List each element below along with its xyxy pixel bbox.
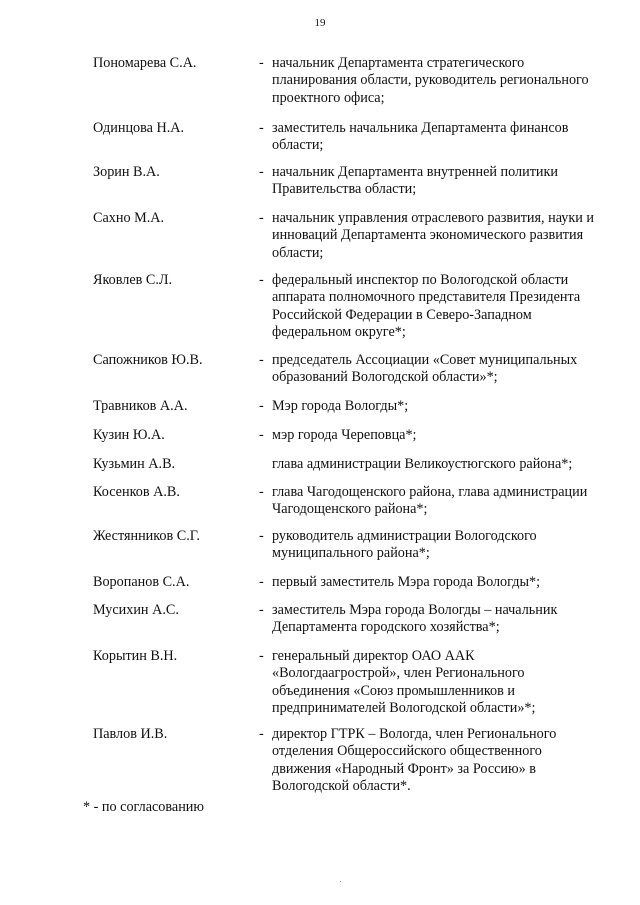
member-role — [272, 352, 622, 387]
member-role — [272, 602, 622, 637]
member-dash: - — [259, 210, 264, 226]
member-role — [272, 528, 622, 563]
footnote: * - по согласованию — [83, 799, 204, 815]
member-name: Пономарева С.А. — [93, 55, 197, 71]
member-name: Зорин В.А. — [93, 164, 160, 180]
member-dash: - — [259, 164, 264, 180]
member-dash: - — [259, 528, 264, 544]
member-name: Косенков А.В. — [93, 484, 180, 500]
member-role — [272, 272, 622, 342]
member-role-line: заместитель Мэра города Вологды – начальник — [272, 602, 558, 618]
member-dash: - — [259, 484, 264, 500]
member-dash: - — [259, 648, 264, 664]
member-role-line: глава Чагодощенского района, глава администрации — [272, 484, 588, 500]
member-role-line: Департамента городского хозяйства*; — [272, 619, 500, 636]
member-dash: - — [259, 272, 264, 288]
member-role-line: Чагодощенского района*; — [272, 501, 428, 518]
member-name: Одинцова Н.А. — [93, 120, 185, 136]
member-role — [272, 456, 622, 473]
member-dash: - — [259, 726, 264, 742]
member-role-line: предпринимателей Вологодской области»*; — [272, 700, 536, 717]
member-role-line: проектного офиса; — [272, 89, 385, 106]
member-dash: - — [259, 602, 264, 618]
member-role-line: Вологодской области*. — [272, 778, 411, 795]
member-role-line: аппарата полномочного представителя Президента — [272, 289, 581, 306]
member-dash: - — [259, 120, 264, 136]
member-role-line: первый заместитель Мэра города Вологды*; — [272, 574, 541, 590]
member-role — [272, 398, 622, 415]
member-dash: - — [259, 398, 264, 414]
member-dash: - — [259, 55, 264, 71]
member-dash: - — [259, 574, 264, 590]
member-role-line: Российской Федерации в Северо-Западном — [272, 306, 532, 323]
member-role — [272, 55, 622, 107]
member-role — [272, 120, 622, 155]
member-name: Сапожников Ю.В. — [93, 352, 203, 368]
member-name: Кузин Ю.А. — [93, 427, 165, 443]
member-role-line: начальник Департамента внутренней политики — [272, 164, 558, 180]
page-number: 19 — [314, 17, 326, 29]
member-role — [272, 574, 622, 591]
member-role-line: федеральный инспектор по Вологодской области — [272, 272, 569, 288]
member-role-line: образований Вологодской области»*; — [272, 369, 498, 386]
member-role-line: инноваций Департамента экономического развития — [272, 227, 584, 244]
member-role — [272, 164, 622, 199]
member-role-line: глава администрации Великоустюгского района*; — [272, 456, 573, 472]
member-dash: - — [259, 352, 264, 368]
member-role-line: объединения «Союз промышленников и — [272, 682, 515, 699]
member-name: Травников А.А. — [93, 398, 188, 414]
member-role-line: отделения Общероссийского общественного — [272, 743, 542, 760]
member-role-line: планирования области, руководитель регионального — [272, 72, 589, 89]
member-name: Павлов И.В. — [93, 726, 168, 742]
member-role-line: мэр города Череповца*; — [272, 427, 417, 443]
member-role-line: Мэр города Вологды*; — [272, 398, 409, 414]
member-role-line: начальник управления отраслевого развития, науки и — [272, 210, 595, 226]
member-role-line: «Вологдаагрострой», член Регионального — [272, 665, 525, 682]
member-role-line: муниципального района*; — [272, 545, 430, 562]
member-role — [272, 726, 622, 796]
member-role-line: директор ГТРК – Вологда, член Регионального — [272, 726, 557, 742]
member-role-line: движения «Народный Фронт» за Россию» в — [272, 760, 536, 777]
member-name: Воропанов С.А. — [93, 574, 190, 590]
member-role-line: генеральный директор ОАО ААК — [272, 648, 475, 664]
member-name: Сахно М.А. — [93, 210, 165, 226]
member-name: Яковлев С.Л. — [93, 272, 173, 288]
member-role — [272, 210, 622, 262]
member-role-line: руководитель администрации Вологодского — [272, 528, 537, 544]
member-name: Мусихин А.С. — [93, 602, 179, 618]
scan-speck — [340, 881, 341, 882]
member-role-line: Правительства области; — [272, 181, 417, 198]
member-name: Корытин В.Н. — [93, 648, 178, 664]
member-dash: - — [259, 427, 264, 443]
member-role-line: председатель Ассоциации «Совет муниципальных — [272, 352, 578, 368]
member-role-line: федеральном округе*; — [272, 324, 406, 341]
member-name: Жестянников С.Г. — [93, 528, 200, 544]
member-name: Кузьмин А.В. — [93, 456, 176, 472]
member-role-line: области; — [272, 137, 324, 154]
member-role-line: начальник Департамента стратегического — [272, 55, 525, 71]
member-role — [272, 427, 622, 444]
member-role — [272, 648, 622, 718]
member-role — [272, 484, 622, 519]
member-role-line: заместитель начальника Департамента финансов — [272, 120, 569, 136]
member-role-line: области; — [272, 244, 324, 261]
